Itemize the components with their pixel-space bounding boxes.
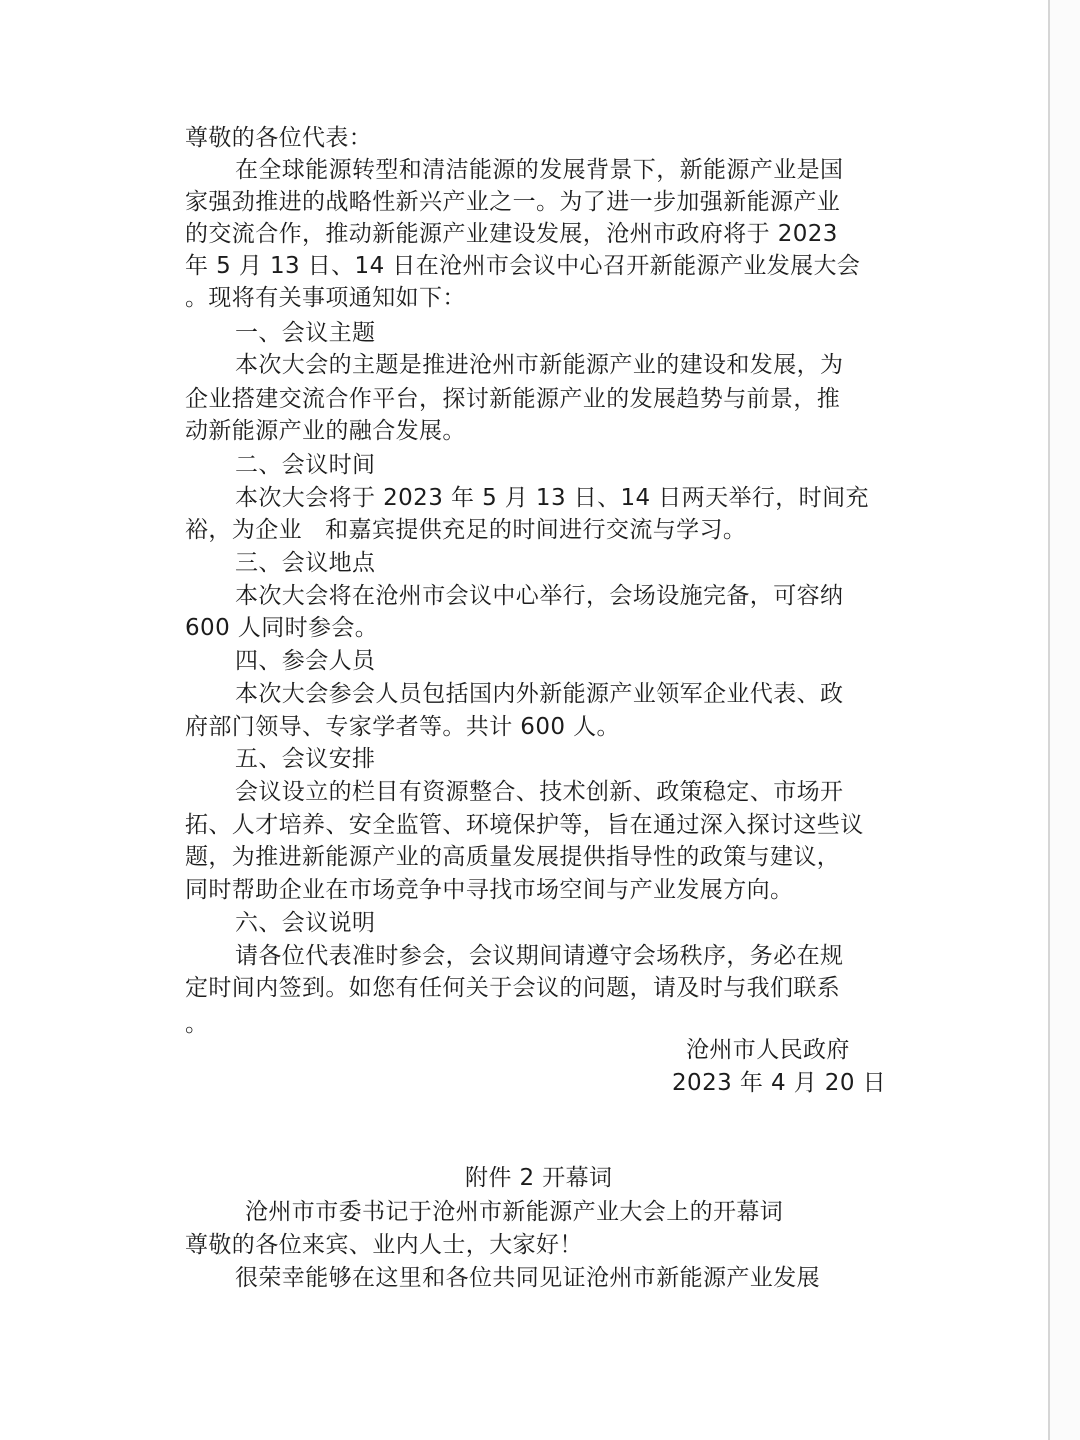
attachment-first-line: 很荣幸能够在这里和各位共同见证沧州市新能源产业发展	[235, 1265, 820, 1291]
attachment-subtitle: 沧州市市委书记于沧州市新能源产业大会上的开幕词	[245, 1199, 784, 1225]
signature-date: 2023 年 4 月 20 日	[672, 1070, 886, 1096]
signature-issuer: 沧州市人民政府	[686, 1037, 850, 1063]
section-heading-theme: 一、会议主题	[235, 320, 376, 346]
section-line: 企业搭建交流合作平台，探讨新能源产业的发展趋势与前景，推	[185, 386, 841, 412]
section-heading-attendees: 四、参会人员	[235, 648, 376, 674]
section-line: 拓、人才培养、安全监管、环境保护等，旨在通过深入探讨这些议	[185, 812, 864, 838]
intro-line: 年 5 月 13 日、14 日在沧州市会议中心召开新能源产业发展大会	[185, 253, 861, 279]
section-line: 本次大会将于 2023 年 5 月 13 日、14 日两天举行，时间充	[235, 485, 869, 511]
section-line: 600 人同时参会。	[185, 615, 379, 641]
attachment-greeting: 尊敬的各位来宾、业内人士，大家好！	[185, 1232, 583, 1258]
intro-line: 在全球能源转型和清洁能源的发展背景下，新能源产业是国	[235, 157, 844, 183]
section-line: 会议设立的栏目有资源整合、技术创新、政策稳定、市场开	[235, 779, 844, 805]
section-line: 动新能源产业的融合发展。	[185, 418, 466, 444]
section-heading-agenda: 五、会议安排	[235, 746, 376, 772]
section-line: 定时间内签到。如您有任何关于会议的问题，请及时与我们联系	[185, 975, 841, 1001]
section-heading-time: 二、会议时间	[235, 452, 376, 478]
attachment-title: 附件 2 开幕词	[465, 1165, 613, 1191]
intro-line: 家强劲推进的战略性新兴产业之一。为了进一步加强新能源产业	[185, 189, 841, 215]
intro-line: 的交流合作，推动新能源产业建设发展，沧州市政府将于 2023	[185, 221, 838, 247]
section-heading-venue: 三、会议地点	[235, 550, 376, 576]
intro-line: 。现将有关事项通知如下：	[185, 285, 466, 311]
section-line: 本次大会的主题是推进沧州市新能源产业的建设和发展，为	[235, 352, 844, 378]
section-heading-notes: 六、会议说明	[235, 910, 376, 936]
section-line: 同时帮助企业在市场竞争中寻找市场空间与产业发展方向。	[185, 877, 794, 903]
section-line: 本次大会参会人员包括国内外新能源产业领军企业代表、政	[235, 681, 844, 707]
salutation: 尊敬的各位代表：	[185, 125, 373, 151]
section-line: 题，为推进新能源产业的高质量发展提供指导性的政策与建议，	[185, 844, 841, 870]
section-line: 本次大会将在沧州市会议中心举行，会场设施完备，可容纳	[235, 583, 844, 609]
section-line: 。	[185, 1011, 209, 1037]
right-gutter	[1050, 0, 1080, 1440]
section-line: 裕，为企业 和嘉宾提供充足的时间进行交流与学习。	[185, 517, 747, 543]
section-line: 府部门领导、专家学者等。共计 600 人。	[185, 714, 620, 740]
section-line: 请各位代表准时参会，会议期间请遵守会场秩序，务必在规	[235, 943, 844, 969]
